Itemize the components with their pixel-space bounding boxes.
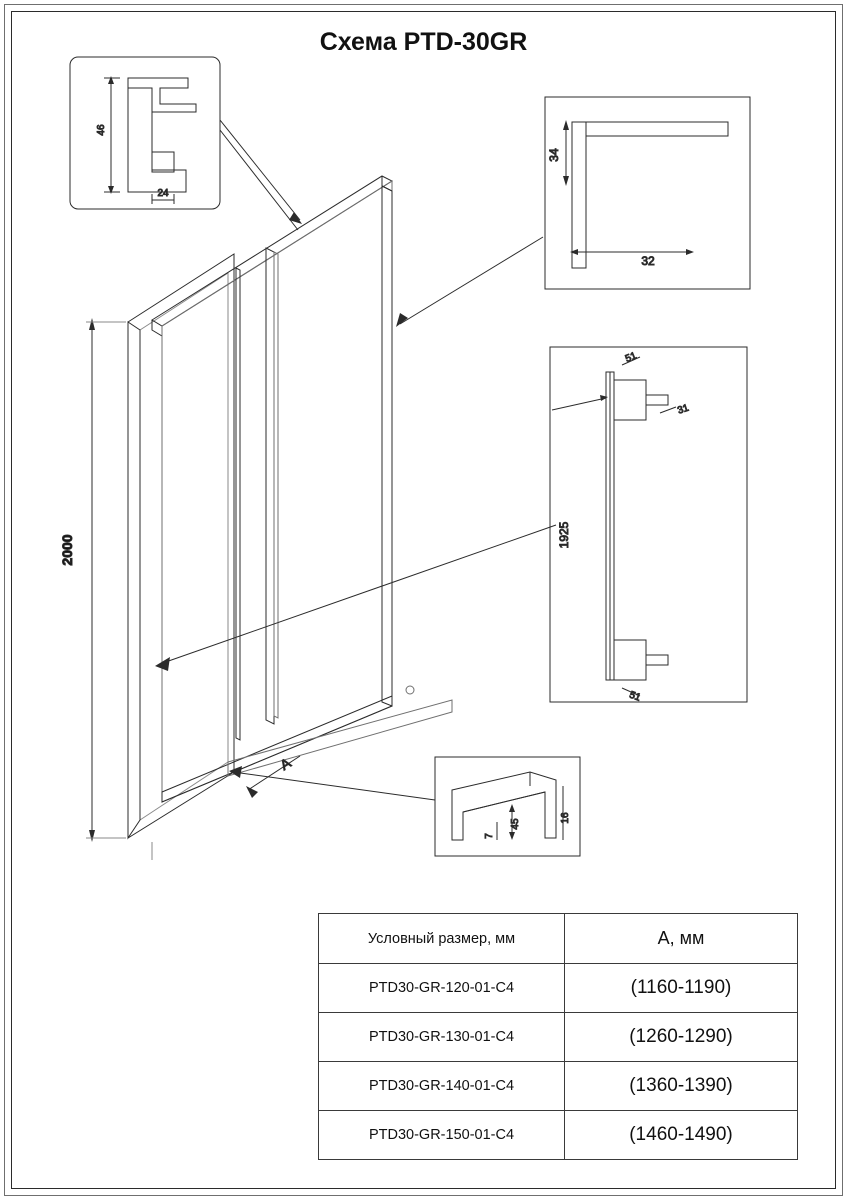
- table-header-row: [319, 914, 798, 964]
- table-row: [319, 1062, 798, 1111]
- table-cell-range: (1460-1490): [565, 1111, 798, 1160]
- leader-lines: [155, 120, 556, 800]
- table-cell-range: (1360-1390): [565, 1062, 798, 1111]
- detail-box-top-left: [70, 57, 220, 209]
- table-row: [319, 964, 798, 1013]
- table-header-model: Условный размер, мм: [319, 914, 565, 964]
- dim-A: A: [277, 754, 294, 774]
- main-isometric-view: [86, 176, 452, 860]
- dim-51-top: 51: [623, 350, 639, 365]
- detail-box-right-profile: [550, 347, 747, 702]
- dim-7: 7: [484, 833, 495, 839]
- table-row: [319, 1013, 798, 1062]
- dim-51-bottom: 51: [627, 689, 642, 704]
- table-cell-model: PTD30-GR-130-01-C4: [319, 1013, 565, 1062]
- dim-34: 34: [547, 148, 561, 162]
- table-cell-model: PTD30-GR-140-01-C4: [319, 1062, 565, 1111]
- page-title: Схема PTD-30GR: [319, 28, 528, 56]
- dim-32: 32: [641, 254, 655, 268]
- dim-46: 46: [96, 124, 107, 136]
- detail-box-bottom: [435, 757, 580, 856]
- dim-A-line: [248, 756, 300, 790]
- table-cell-model: PTD30-GR-150-01-C4: [319, 1111, 565, 1160]
- table-header-a: A, мм: [565, 914, 798, 964]
- detail-bottom-profile: [452, 772, 563, 840]
- specification-table: [318, 913, 798, 1160]
- dim-24: 24: [157, 188, 169, 199]
- table-cell-model: PTD30-GR-120-01-C4: [319, 964, 565, 1013]
- dim-45: 45: [510, 818, 521, 830]
- table-cell-range: (1260-1290): [565, 1013, 798, 1062]
- table-cell-range: (1160-1190): [565, 964, 798, 1013]
- dim-31-top: 31: [676, 402, 691, 417]
- dim-1925: 1925: [557, 521, 571, 549]
- dim-2000: 2000: [59, 534, 75, 566]
- table-row: [319, 1111, 798, 1160]
- detail-top-right-profile: [563, 120, 728, 268]
- dim-16: 16: [560, 812, 571, 824]
- detail-top-left-profile: [104, 76, 196, 204]
